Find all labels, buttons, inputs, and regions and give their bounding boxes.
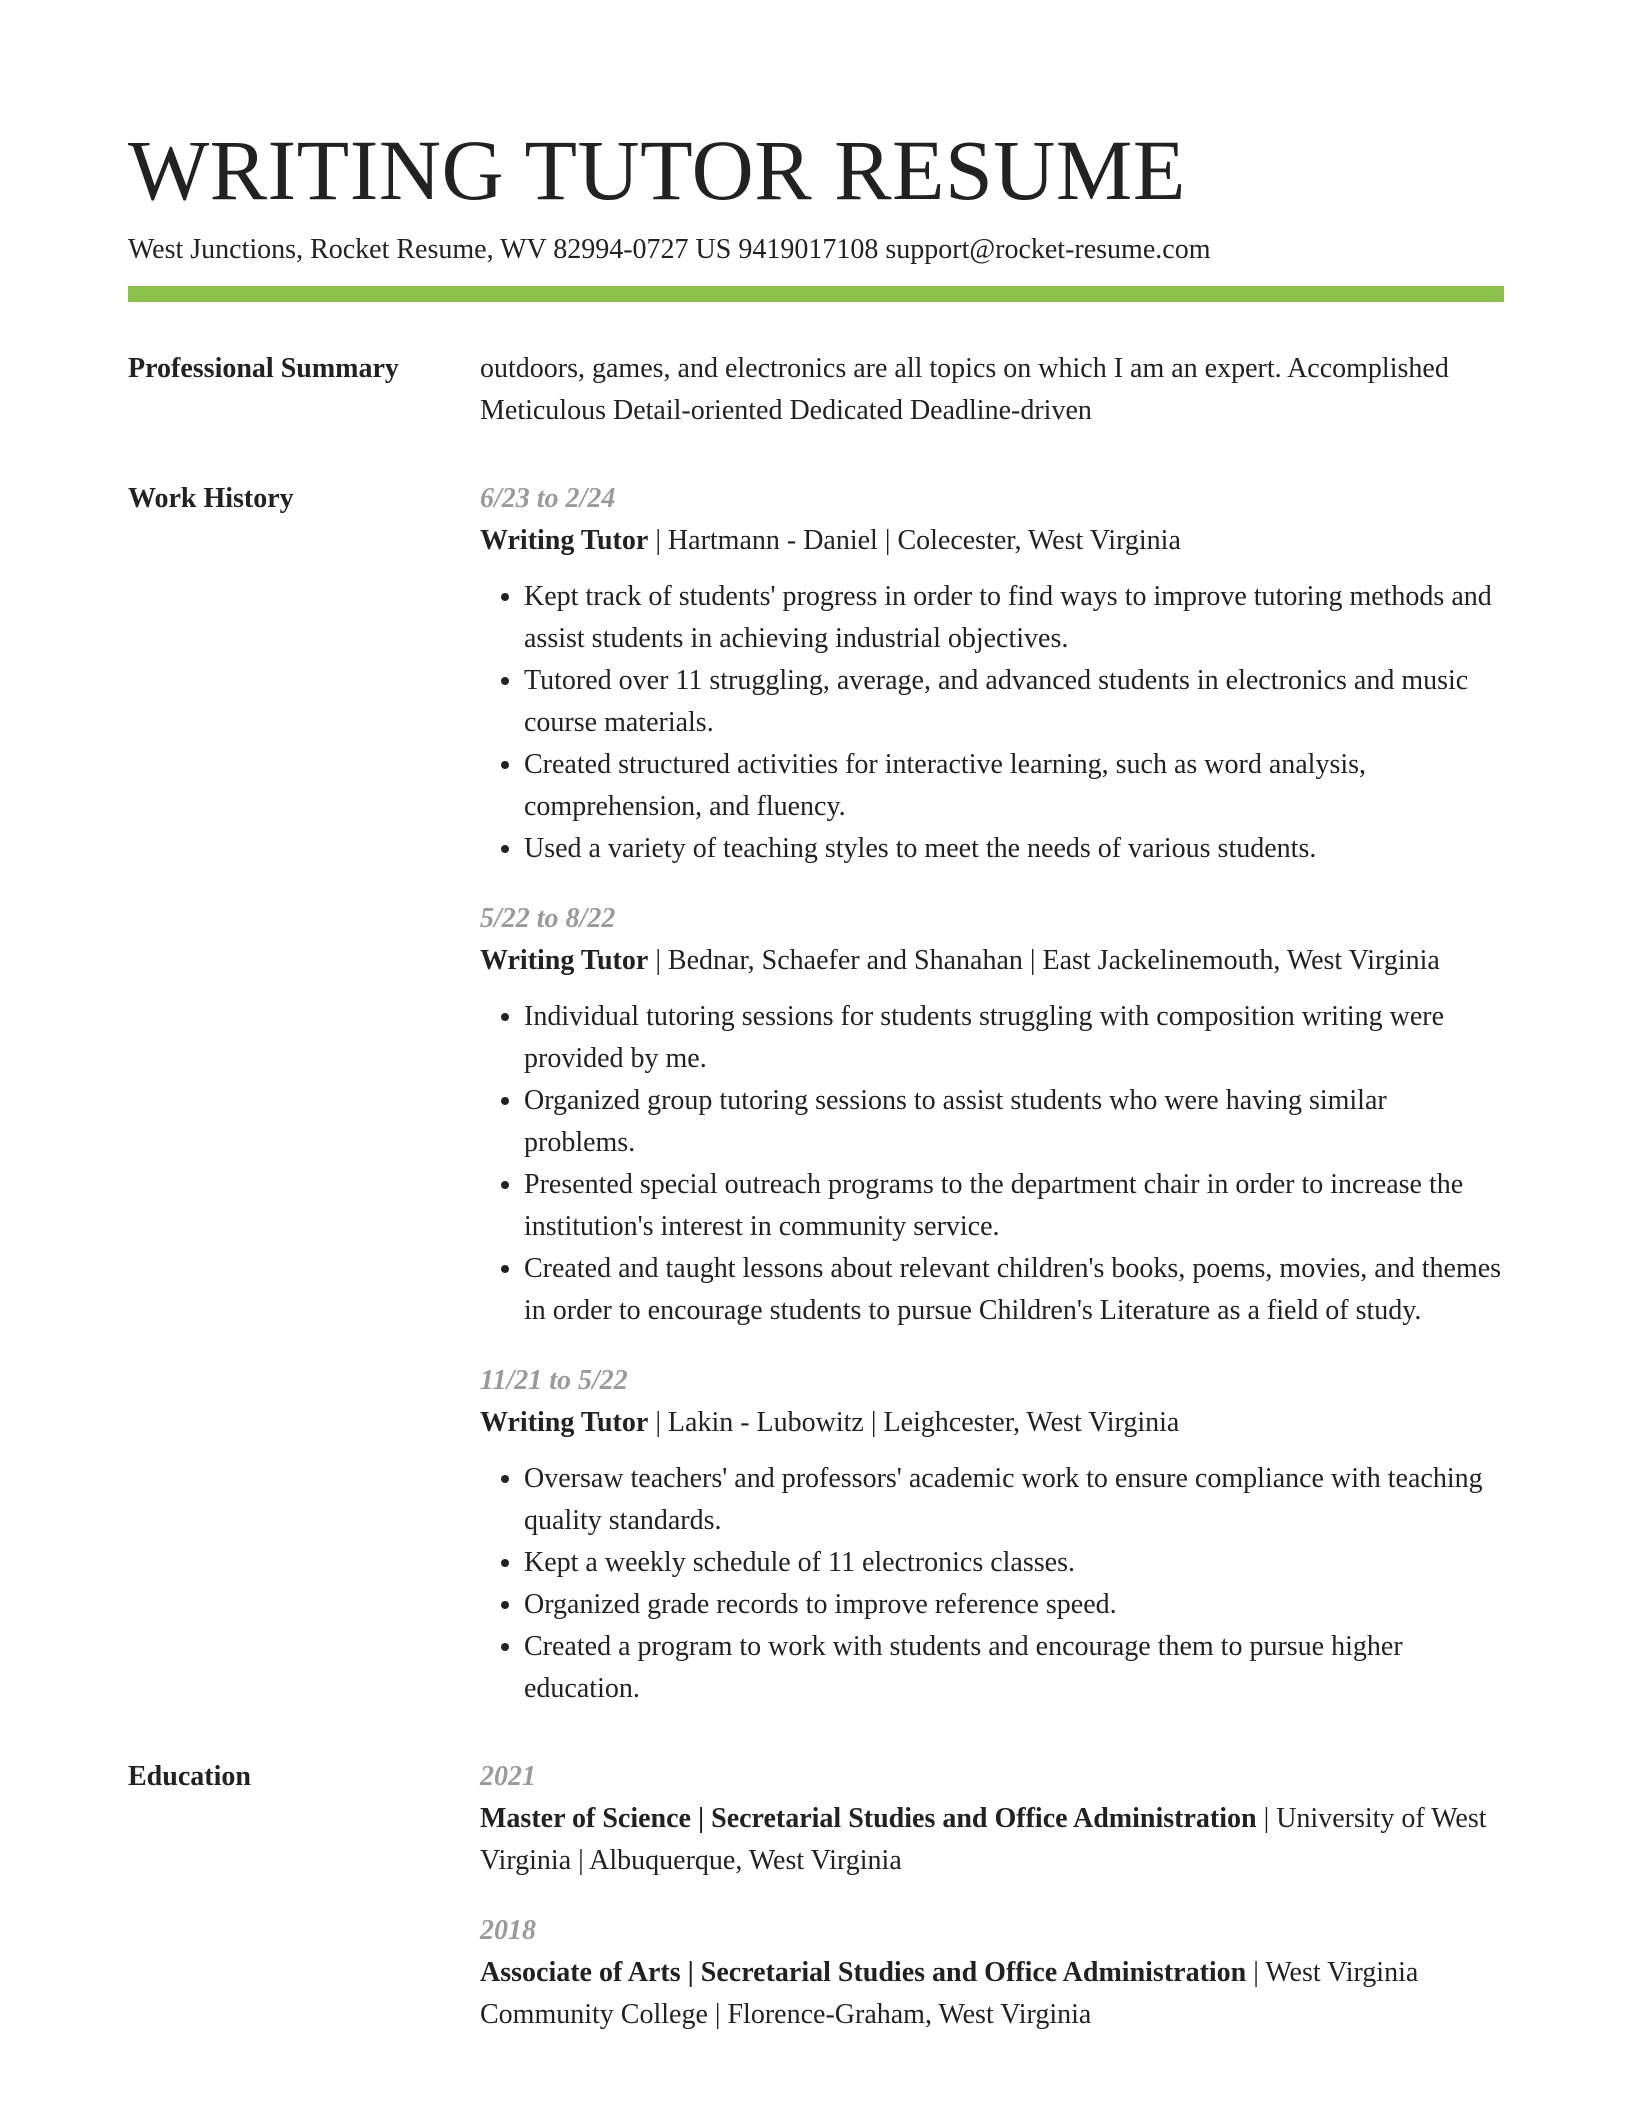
degree-title: Master of Science | Secretarial Studies and Office Administration	[480, 1803, 1257, 1834]
job-title: Writing Tutor	[480, 1407, 649, 1438]
bullet-item: • Tutored over 11 struggling, average, and advanced students in electronics and music course materials.	[524, 660, 1504, 744]
section-label: Work History	[128, 483, 294, 514]
resume-title: WRITING TUTOR RESUME	[128, 122, 1186, 218]
job-bullets	[480, 1458, 1504, 1710]
education-entry	[480, 1756, 1504, 1882]
job-entry	[480, 898, 1504, 1332]
section-label: Professional Summary	[128, 353, 399, 384]
header-divider	[128, 286, 1504, 302]
bullet-item: • Organized grade records to improve reference speed.	[524, 1584, 1504, 1626]
job-title: Writing Tutor	[480, 945, 649, 976]
job-heading	[480, 940, 1504, 982]
education-entry	[480, 1910, 1504, 2036]
work-history-list	[480, 478, 1504, 1710]
education-section	[128, 1756, 1504, 2036]
school-details: | West Virginia Community College | Florence-Graham, West Virginia	[480, 1957, 1419, 2030]
bullet-item: • Individual tutoring sessions for students struggling with composition writing were provided by me.	[524, 996, 1504, 1080]
job-heading	[480, 520, 1504, 562]
degree-title: Associate of Arts | Secretarial Studies and Office Administration	[480, 1957, 1247, 1988]
education-heading	[480, 1952, 1504, 2036]
education-year: 2021	[480, 1761, 536, 1792]
contact-phone: 9419017108	[738, 234, 879, 265]
bullet-item: • Kept a weekly schedule of 11 electronics classes.	[524, 1542, 1504, 1584]
bullet-item: • Created a program to work with students and encourage them to pursue higher education.	[524, 1626, 1504, 1710]
job-entry	[480, 1360, 1504, 1710]
job-dates: 5/22 to 8/22	[480, 903, 616, 934]
job-bullets	[480, 576, 1504, 870]
job-details: | Bednar, Schaefer and Shanahan | East Jackelinemouth, West Virginia	[648, 945, 1440, 976]
job-dates: 6/23 to 2/24	[480, 483, 616, 514]
bullet-item: • Used a variety of teaching styles to meet the needs of various students.	[524, 828, 1504, 870]
education-year: 2018	[480, 1915, 536, 1946]
education-list	[480, 1756, 1504, 2036]
job-details: | Lakin - Lubowitz | Leighcester, West Virginia	[648, 1407, 1180, 1438]
work-history-section	[128, 478, 1504, 1710]
bullet-item: • Kept track of students' progress in order to find ways to improve tutoring methods and assist students in achieving industrial objectives.	[524, 576, 1504, 660]
bullet-item: • Created structured activities for interactive learning, such as word analysis, comprehension, and fluency.	[524, 744, 1504, 828]
job-heading	[480, 1402, 1504, 1444]
contact-line	[128, 230, 1504, 270]
resume-page	[128, 120, 1504, 2036]
contact-address: West Junctions, Rocket Resume, WV 82994-0727 US	[128, 234, 732, 265]
bullet-item: • Presented special outreach programs to the department chair in order to increase the institution's interest in community service.	[524, 1164, 1504, 1248]
bullet-item: • Oversaw teachers' and professors' academic work to ensure compliance with teaching quality standards.	[524, 1458, 1504, 1542]
job-dates: 11/21 to 5/22	[480, 1365, 628, 1396]
job-details: | Hartmann - Daniel | Colecester, West Virginia	[648, 525, 1181, 556]
job-entry	[480, 478, 1504, 870]
bullet-item: • Organized group tutoring sessions to assist students who were having similar problems.	[524, 1080, 1504, 1164]
school-details: | University of West Virginia | Albuquerque, West Virginia	[480, 1803, 1487, 1876]
professional-summary-section	[128, 348, 1504, 432]
education-heading	[480, 1798, 1504, 1882]
section-label: Education	[128, 1761, 251, 1792]
contact-email: support@rocket-resume.com	[885, 234, 1211, 265]
bullet-item: • Created and taught lessons about relevant children's books, poems, movies, and themes in order to encourage students to pursue Children's Literature as a field of study.	[524, 1248, 1504, 1332]
job-title: Writing Tutor	[480, 525, 649, 556]
summary-text: outdoors, games, and electronics are all topics on which I am an expert. Accomplished Meticulous Detail-oriented Dedicated Deadline-driven	[480, 353, 1449, 426]
job-bullets	[480, 996, 1504, 1332]
